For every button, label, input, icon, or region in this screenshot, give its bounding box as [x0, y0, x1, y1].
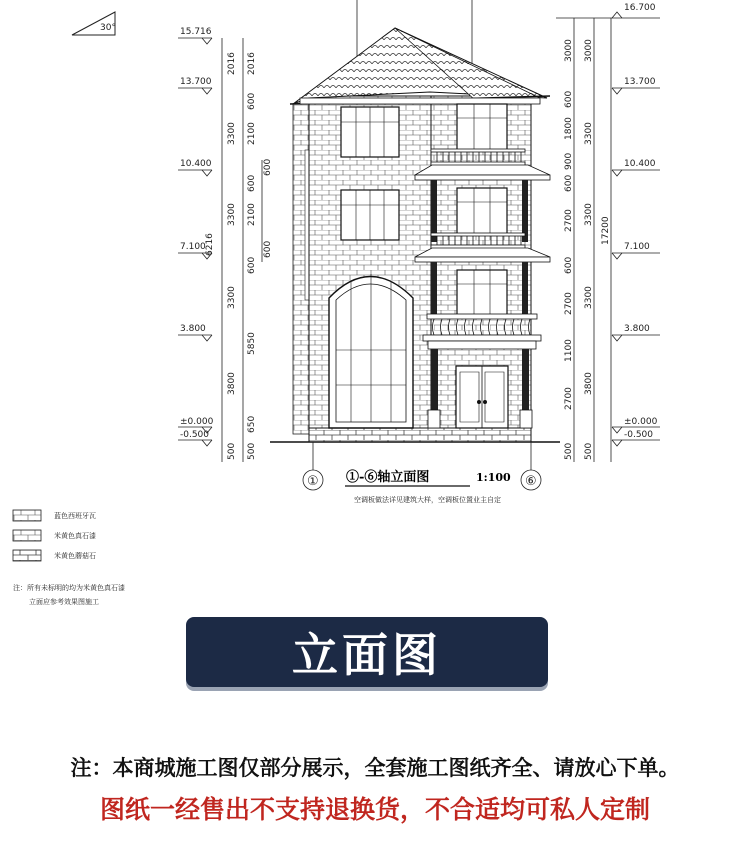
roof-slope-mark [72, 12, 116, 35]
dim-left-500: 500 [227, 442, 237, 460]
dim-side-6216: 6216 [205, 233, 215, 256]
dim-right-2700b: 2700 [564, 292, 574, 315]
dim-right-total-17200: 17200 [601, 216, 611, 245]
level-left-0000: ±0.000 [180, 417, 214, 427]
dim-left-3300c: 3300 [227, 286, 237, 309]
section-banner [186, 617, 548, 687]
dim-right-mid-3300c: 3300 [584, 286, 594, 309]
dim-mid-2016: 2016 [247, 52, 257, 75]
dim-left-2016: 2016 [227, 52, 237, 75]
dim-right-600a: 600 [564, 90, 574, 108]
dim-mid-5850: 5850 [247, 332, 257, 355]
legend-note-2: 立面应参考效果图施工 [29, 598, 99, 606]
dim-right-1100: 1100 [564, 339, 574, 362]
dim-right-mid-3300b: 3300 [584, 203, 594, 226]
drawing-title: ①-⑥轴立面图 [346, 470, 430, 485]
banner-title: 立面图 [292, 628, 442, 682]
dim-mid-600b: 600 [247, 174, 257, 192]
dim-left-3300b: 3300 [227, 203, 237, 226]
notice-line-2: 图纸一经售出不支持退换货，不合适均可私人定制 [99, 795, 650, 824]
dim-right-600b: 600 [564, 174, 574, 192]
dim-mid-2100a: 2100 [247, 122, 257, 145]
level-left-15716: 15.716 [180, 27, 212, 37]
legend-item-stone: 米黄色蘑菇石 [54, 552, 96, 560]
axis-6-label: ⑥ [525, 474, 537, 489]
axis-1-label: ① [307, 474, 319, 489]
level-left-3800: 3.800 [180, 324, 206, 334]
dim-right-1800: 1800 [564, 117, 574, 140]
dim-inner-600b: 600 [263, 240, 273, 258]
window-3f-left [341, 107, 399, 157]
level-right-minus0500: -0.500 [624, 430, 654, 440]
dim-mid-600c: 600 [247, 256, 257, 274]
dim-left-3300a: 3300 [227, 122, 237, 145]
dim-mid-650: 650 [247, 415, 257, 433]
dim-right-mid-3000: 3000 [584, 39, 594, 62]
legend-item-paint: 米黄色真石漆 [54, 532, 96, 540]
drawing-scale: 1:100 [476, 471, 511, 484]
roof-slope-label: 30° [100, 23, 116, 33]
window-1f-right [457, 270, 507, 315]
dim-right-mid-3800: 3800 [584, 372, 594, 395]
legend-swatch-paint [13, 530, 41, 541]
dim-right-2700c: 2700 [564, 387, 574, 410]
window-2f-left [341, 190, 399, 240]
window-3f-right [457, 104, 507, 150]
dim-mid-600a: 600 [247, 92, 257, 110]
level-right-0000: ±0.000 [624, 417, 658, 427]
legend-swatch-stone [13, 550, 41, 561]
window-2f-right [457, 188, 507, 234]
arched-window [329, 274, 413, 428]
dim-inner-600a: 600 [263, 158, 273, 176]
legend-swatch-tile [13, 510, 41, 521]
legend-note-1: 注：所有未标明的均为米黄色真石漆 [13, 584, 125, 592]
level-right-3800: 3.800 [624, 324, 650, 334]
level-right-16700: 16.700 [624, 3, 656, 13]
level-left-minus0500: -0.500 [180, 430, 210, 440]
dim-right-3000: 3000 [564, 39, 574, 62]
dim-right-500a: 500 [564, 442, 574, 460]
dim-right-mid-3300a: 3300 [584, 122, 594, 145]
dim-mid-2100b: 2100 [247, 203, 257, 226]
legend [13, 510, 125, 606]
level-right-13700: 13.700 [624, 77, 656, 87]
level-right-10400: 10.400 [624, 159, 656, 169]
front-door [456, 366, 508, 428]
dim-right-900: 900 [564, 152, 574, 170]
dim-right-mid-500: 500 [584, 442, 594, 460]
level-left-10400: 10.400 [180, 159, 212, 169]
drawing-subtitle: 空调板做法详见建筑大样，空调板位置业主自定 [354, 496, 501, 504]
dim-right-2700a: 2700 [564, 209, 574, 232]
dim-right-600c: 600 [564, 256, 574, 274]
level-left-13700: 13.700 [180, 77, 212, 87]
building-elevation [270, 28, 560, 442]
level-right-7100: 7.100 [624, 242, 650, 252]
dim-left-3800: 3800 [227, 372, 237, 395]
notice-line-1: 注：本商城施工图仅部分展示，全套施工图纸齐全、请放心下单。 [70, 756, 680, 780]
dim-mid-500: 500 [247, 442, 257, 460]
legend-item-tile: 蓝色西班牙瓦 [54, 512, 96, 520]
level-left-7100: 7.100 [180, 242, 206, 252]
